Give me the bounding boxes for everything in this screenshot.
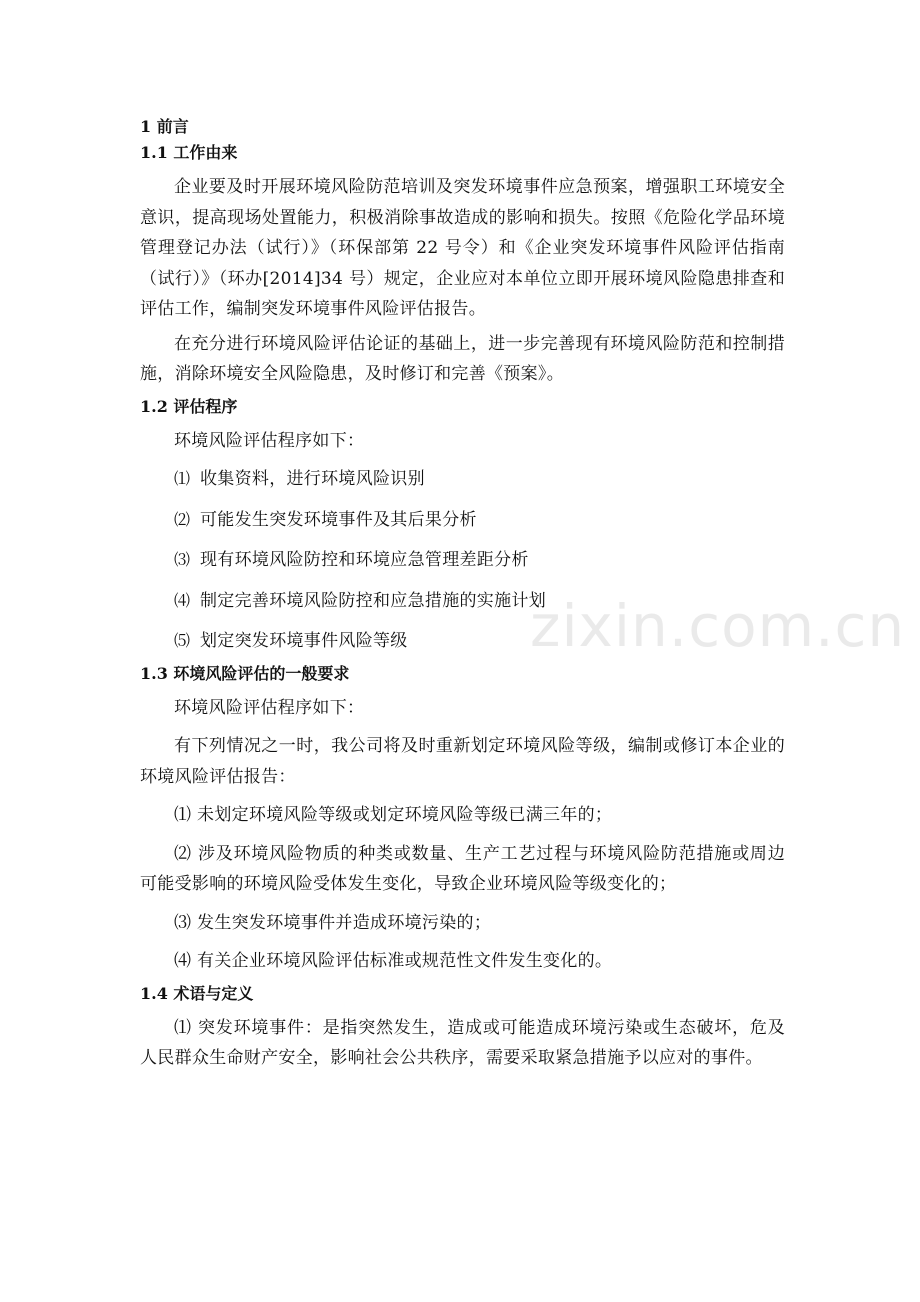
list-item-text: 收集资料，进行环境风险识别: [200, 469, 425, 489]
list-item-number: ⑴: [174, 805, 192, 825]
document-page: [140, 114, 785, 1078]
list-item-text: 涉及环境风险物质的种类或数量、生产工艺过程与环境风险防范措施或周边可能受影响的环境风险受体发生变化，导致企业环境风险等级变化的；: [140, 843, 785, 894]
list-item: [140, 505, 785, 536]
section-1-3-intro: 环境风险评估程序如下：: [174, 697, 365, 718]
section-1-1-paragraph-2: 在充分进行环境风险评估论证的基础上，进一步完善现有环境风险防范和控制措施，消除环境安全风险隐患，及时修订和完善《预案》。: [140, 333, 785, 384]
section-1-1-paragraph-1: 企业要及时开展环境风险防范培训及突发环境事件应急预案，增强职工环境安全意识，提高现场处置能力，积极消除事故造成的影响和损失。按照《危险化学品环境管理登记办法（试行）》（环保部第 22 号令）和《企业突发环境事件风险评估指南（试行）》（环办[2014]34 号）规定，企业应对本单位立即开展环境风险隐患排查和评估工作，编制突发环境事件风险评估报告。: [140, 177, 785, 319]
list-item-number: ⑵: [174, 509, 191, 529]
section-1-3-item-3: [140, 908, 785, 939]
section-1-2-title: 1.2 评估程序: [140, 396, 238, 416]
section-1-3-item-4: [140, 946, 785, 977]
list-item-number: ⑷: [174, 590, 191, 610]
section-1-3-paragraph-1: 有下列情况之一时，我公司将及时重新划定环境风险等级，编制或修订本企业的环境风险评估报告：: [140, 736, 785, 787]
list-item: [140, 626, 785, 657]
list-item-number: ⑴: [174, 469, 191, 488]
list-item: [140, 586, 785, 617]
list-item-number: ⑶: [174, 912, 192, 933]
list-item-number: ⑵: [174, 843, 192, 864]
list-item: [140, 545, 785, 576]
list-item: [140, 464, 785, 495]
list-item-text: 划定突发环境事件风险等级: [200, 631, 408, 651]
list-item-text: 发生突发环境事件并造成环境污染的；: [197, 912, 492, 933]
watermark: zixin.com.cn: [530, 592, 906, 660]
list-item-text: 有关企业环境风险评估标准或规范性文件发生变化的。: [197, 951, 613, 971]
list-item-text: 制定完善环境风险防控和应急措施的实施计划: [200, 590, 546, 611]
section-1-4-paragraph-1: ⑴ 突发环境事件：是指突然发生，造成或可能造成环境污染或生态破坏，危及人民群众生命财产安全，影响社会公共秩序，需要采取紧急措施予以应对的事件。: [140, 1017, 785, 1068]
list-item-number: ⑸: [174, 631, 191, 650]
section-1-2-intro: 环境风险评估程序如下：: [174, 430, 365, 451]
list-item-number: ⑶: [174, 550, 191, 569]
list-item-text: 现有环境风险防控和环境应急管理差距分析: [200, 550, 529, 570]
section-1-1-title: 1.1 工作由来: [140, 143, 238, 162]
section-1-3-item-2: [140, 839, 785, 900]
section-1-4-title: 1.4 术语与定义: [140, 983, 254, 1003]
section-1-title: 1 前言: [140, 117, 189, 136]
list-item-text: 可能发生突发环境事件及其后果分析: [200, 509, 477, 530]
list-item-text: 未划定环境风险等级或划定环境风险等级已满三年的；: [197, 805, 613, 825]
section-1-3-item-1: [140, 800, 785, 831]
list-item-number: ⑷: [174, 951, 192, 971]
section-1-3-title: 1.3 环境风险评估的一般要求: [140, 663, 350, 683]
